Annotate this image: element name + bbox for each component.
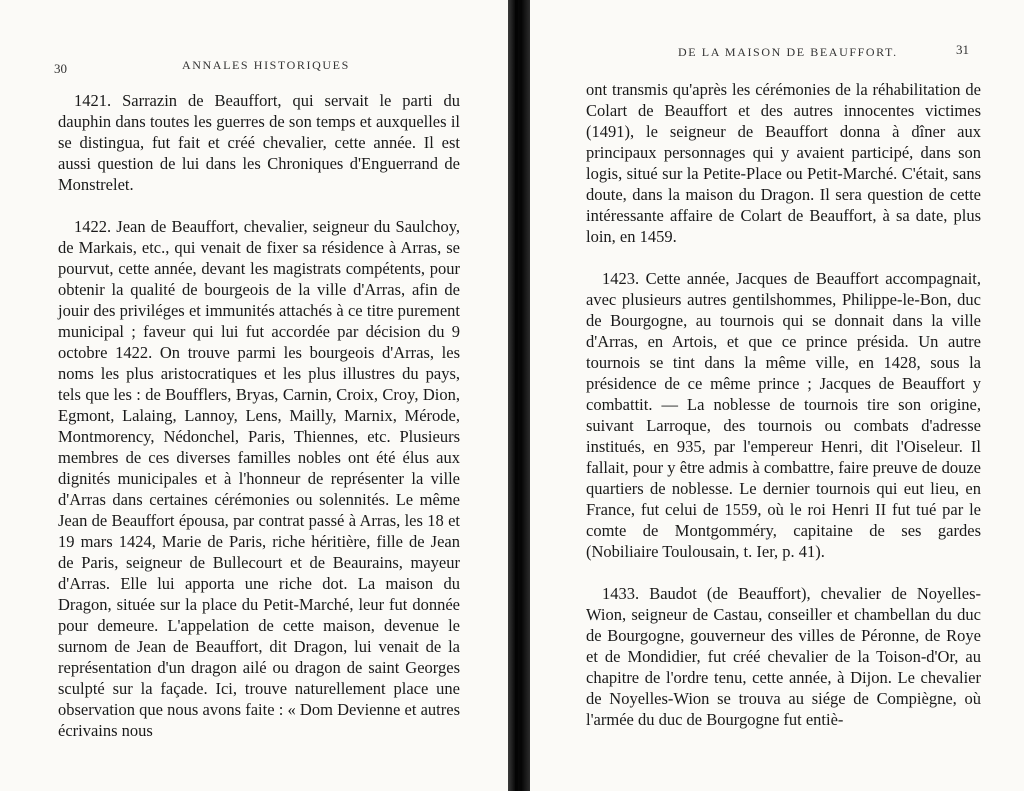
right-page-text xyxy=(586,79,981,730)
right-page-number: 31 xyxy=(956,42,969,57)
paragraph-1421: 1421. Sarrazin de Beauffort, qui servait le parti du dauphin dans toutes les guerres de son temps et auxquelles il se distingua, fut fait et créé chevalier, cette année. Il est aussi question de lui dans les Chroniques d'Enguerrand de Monstrelet. xyxy=(58,91,460,194)
left-running-title: ANNALES HISTORIQUES xyxy=(182,58,350,72)
paragraph-1433: 1433. Baudot (de Beauffort), chevalier de Noyelles-Wion, seigneur de Castau, conseiller et chambellan du duc de Bourgogne, gouverneur des villes de Péronne, de Roye et de Mondidier, fut créé chevalier de la Toison-d'Or, au chapitre de l'ordre tenu, cette année, à Dijon. Le chevalier de Noyelles-Wion se trouva au siége de Compiègne, où l'armée du duc de Bourgogne fut entiè- xyxy=(586,584,981,729)
right-running-title: DE LA MAISON DE BEAUFFORT. xyxy=(678,45,898,59)
paragraph-1423: 1423. Cette année, Jacques de Beauffort accompagnait, avec plusieurs autres gentilshommes, Philippe-le-Bon, duc de Bourgogne, au tournois qui se donnait dans la ville d'Arras, en Artois, et que ce prince présida. Un autre tournois se tint dans la même ville, en 1428, sous la présidence de ce même prince ; Jacques de Beauffort y combattit. — La noblesse de tournois tire son origine, suivant Larroque, des tournois ou combats d'adresse institués, en 935, par l'empereur Henri, dit l'Oiseleur. Il fallait, pour y être admis à combattre, faire preuve de douze quartiers de noblesse. Le dernier tournois qui eut lieu, en France, fut celui de 1559, où le roi Henri II fut tué par le comte de Montgomméry, capitaine de ses gardes (Nobiliaire Toulousain, t. Ier, p. 41). xyxy=(586,269,981,561)
right-page xyxy=(530,0,1024,791)
book-gutter xyxy=(508,0,530,791)
left-page-number: 30 xyxy=(54,61,67,76)
paragraph-continuation: ont transmis qu'après les cérémonies de la réhabilitation de Colart de Beauffort et des autres innocentes victimes (1491), le seigneur de Beauffort donna à dîner aux principaux personnages qui y avaient participé, dans son logis, situé sur la Petite-Place ou Petit-Marché. C'était, sans doute, dans la maison du Dragon. Il sera question de cette intéressante affaire de Colart de Beauffort, à sa date, plus loin, en 1459. xyxy=(586,80,981,246)
left-page-text xyxy=(58,90,460,741)
left-page xyxy=(0,0,508,791)
paragraph-1422: 1422. Jean de Beauffort, chevalier, seigneur du Saulchoy, de Markais, etc., qui venait de fixer sa résidence à Arras, se pourvut, cette année, devant les magistrats compétents, pour obtenir la qualité de bourgeois de la ville d'Arras, afin de jouir des priviléges et immunités attachés à ce titre purement municipal ; faveur qui lui fut accordée par décision du 9 octobre 1422. On trouve parmi les bourgeois d'Arras, les noms les plus aristocratiques et les plus illustres du pays, tels que les : de Boufflers, Bryas, Carnin, Croix, Croy, Dion, Egmont, Lalaing, Lannoy, Lens, Mailly, Marnix, Mérode, Montmorency, Nédonchel, Paris, Thiennes, etc. Plusieurs membres de ces diverses familles nobles ont été élus aux dignités municipales et à l'honneur de représenter la ville d'Arras dans certaines cérémonies ou solennités. Le même Jean de Beauffort épousa, par contrat passé à Arras, les 18 et 19 mars 1424, Marie de Paris, riche héritière, fille de Jean de Paris, seigneur de Bullecourt et de Beaurains, mayeur d'Arras. Elle lui apporta une riche dot. La maison du Dragon, située sur la place du Petit-Marché, leur fut donnée pour demeure. L'appelation de cette maison, devenue le surnom de Jean de Beauffort, dit Dragon, lui venait de la représentation d'un dragon ailé ou dragon de saint Georges sculpté sur la façade. Ici, trouve naturellement place une observation que nous avons faite : « Dom Devienne et autres écrivains nous xyxy=(58,217,460,740)
